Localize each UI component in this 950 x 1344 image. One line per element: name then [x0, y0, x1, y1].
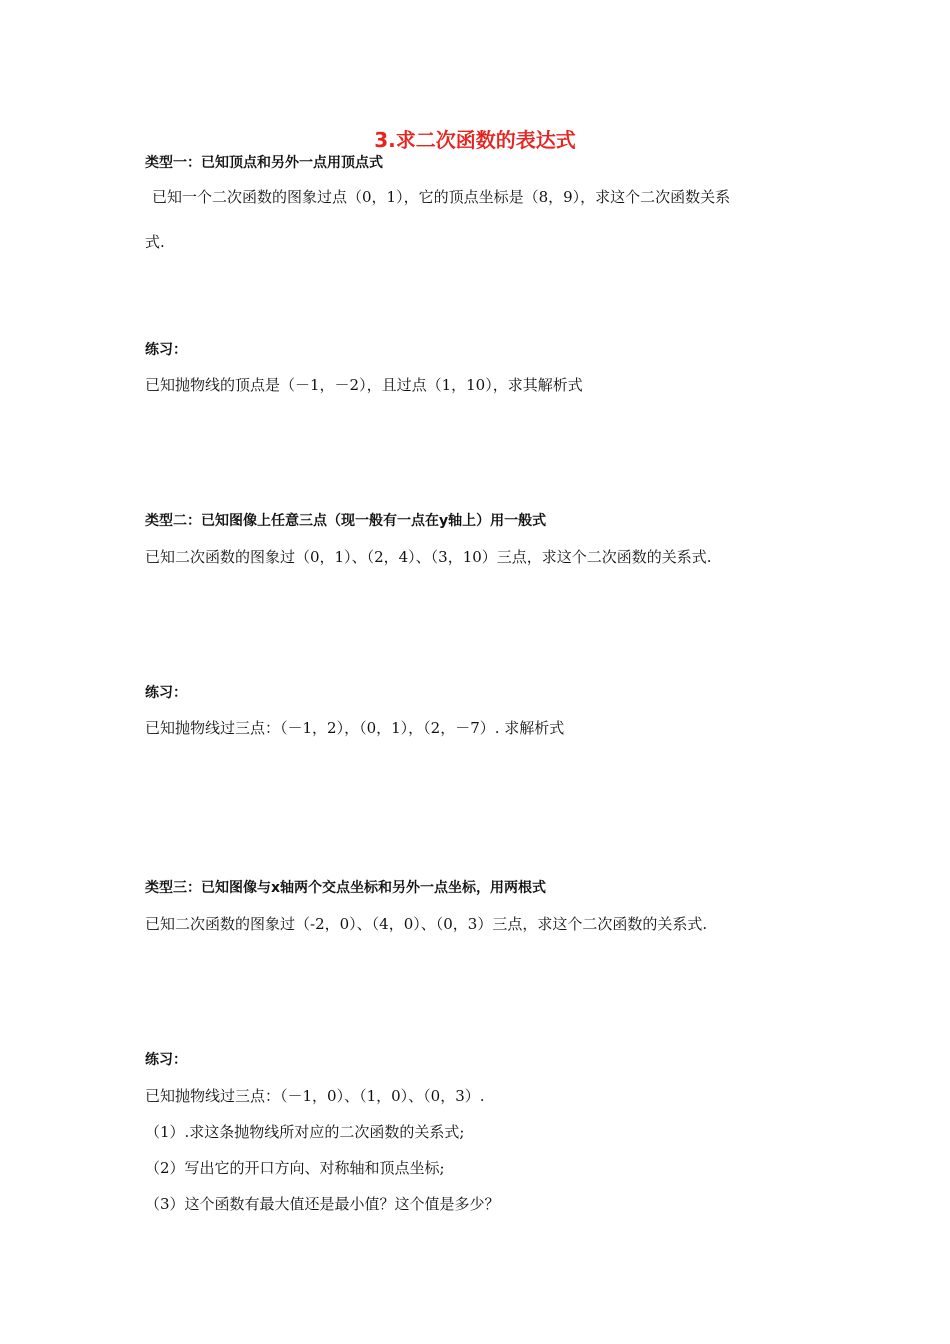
type1-practice-label: 练习：	[145, 342, 187, 358]
type1-problem-line2: 式.	[145, 233, 165, 251]
type3-practice-text: 已知抛物线过三点：（－1，0）、（1，0）、（0，3）.	[145, 1087, 485, 1105]
type2-problem: 已知二次函数的图象过（0，1）、（2，4）、（3，10）三点，求这个二次函数的关系式.	[145, 548, 712, 566]
type3-sub-question-2: （2）写出它的开口方向、对称轴和顶点坐标;	[145, 1159, 445, 1177]
type2-heading: 类型二：已知图像上任意三点（现一般有一点在y轴上）用一般式	[145, 513, 547, 529]
type2-practice-label: 练习：	[145, 685, 187, 701]
type1-problem-line1: 已知一个二次函数的图象过点（0，1），它的顶点坐标是（8，9），求这个二次函数关系	[152, 188, 731, 206]
type2-practice-text: 已知抛物线过三点：（－1，2），（0，1），（2，－7）. 求解析式	[145, 719, 565, 737]
type3-heading: 类型三：已知图像与x轴两个交点坐标和另外一点坐标，用两根式	[145, 880, 547, 896]
type3-problem: 已知二次函数的图象过（-2，0）、（4，0）、（0，3）三点，求这个二次函数的关系式.	[145, 915, 708, 933]
type3-practice-label: 练习：	[145, 1052, 187, 1068]
page-title: 3.求二次函数的表达式	[374, 128, 576, 152]
type3-sub-question-3: （3）这个函数有最大值还是最小值？这个值是多少？	[145, 1195, 500, 1213]
type1-heading: 类型一：已知顶点和另外一点用顶点式	[145, 155, 383, 171]
type1-practice-text: 已知抛物线的顶点是（－1，－2），且过点（1，10），求其解析式	[145, 376, 583, 394]
type3-sub-question-1: （1）.求这条抛物线所对应的二次函数的关系式;	[145, 1123, 465, 1141]
